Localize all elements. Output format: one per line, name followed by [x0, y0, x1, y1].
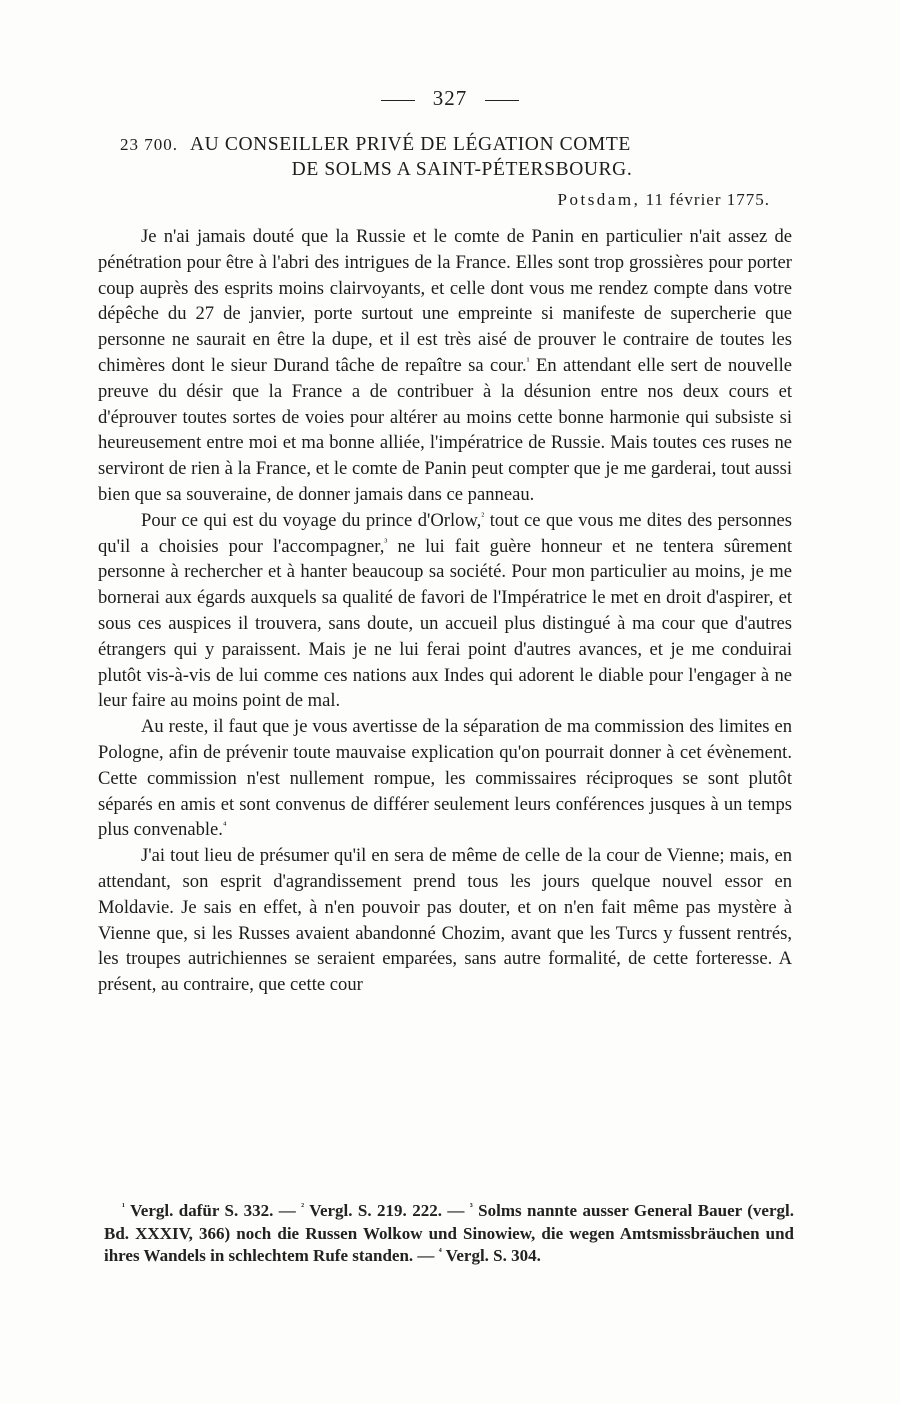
header-dash-right: [485, 100, 519, 101]
letter-number: 23 700.: [120, 135, 178, 154]
paragraph-text: tout ce que vous me dites des personnes qu'il a choisies pour l'accompagner,: [98, 509, 792, 557]
paragraph: [98, 508, 792, 714]
footnote-block: [104, 1200, 794, 1268]
footnote-ref: ¹: [526, 355, 530, 367]
paragraph-text: Je n'ai jamais douté que la Russie et le comte de Panin en particulier n'ait assez de pénétration pour être à l'abri des intrigues de la France. Elles sont trop grossières pour porter coup auprès des esprits moins clairvoyants, et celle dont vous me rendez compte dans votre dépêche du 27 de janvier, porte surtout une empreinte si manifeste de supercherie que personne ne saurait en être la dupe, et il est très aisé de prouver le contraire de toutes les chimères dont le sieur Durand tâche de repaître sa cour.: [98, 226, 792, 376]
header-dash-left: [381, 100, 415, 101]
paragraph: [98, 224, 792, 508]
footnote-marker: ¹: [122, 1201, 125, 1213]
footnote-ref: ²: [481, 510, 485, 522]
dateline-date: 11 février 1775.: [645, 190, 770, 209]
footnote-ref: ³: [384, 536, 388, 548]
paragraph-text: Pour ce qui est du voyage du prince d'Orlow,: [141, 509, 482, 531]
footnote-marker: ³: [469, 1201, 473, 1213]
footnote-text: Vergl. S. 304.: [441, 1246, 541, 1265]
paragraph-text: En attendant elle sert de nouvelle preuve du désir que la France a de contribuer à la désunion entre nos deux cours et d'éprouver toutes sortes de voies pour altérer au moins cette bonne harmonie qui subsiste si heureusement entre moi et ma bonne alliée, l'impératrice de Russie. Mais toutes ces ruses ne serviront de rien à la France, et le comte de Panin peut compter que je me garderai, tout aussi bien que sa souveraine, de donner jamais dans ce panneau.: [98, 354, 792, 505]
paragraph: [98, 843, 792, 998]
footnote-text: Vergl. dafür S. 332. —: [125, 1201, 302, 1220]
paragraph-text: Au reste, il faut que je vous avertisse de la séparation de ma commission des limites en Pologne, afin de prévenir toute mauvaise explication qu'on pourrait donner à cet évènement. Cette commission n'est nullement rompue, les commissaires réciproques se sont plutôt séparés en amis et sont convenus de différer seulement leurs conférences jusques à un temps plus convenable.: [98, 716, 792, 841]
footnote-text: Vergl. S. 219. 222. —: [304, 1201, 470, 1220]
recipient-line-1: AU CONSEILLER PRIVÉ DE LÉGATION COMTE: [190, 134, 631, 155]
page-header: [0, 86, 900, 111]
recipient-line-2: DE SOLMS A SAINT-PÉTERSBOURG.: [291, 159, 633, 180]
letter-body: [98, 224, 792, 998]
footnotes: [104, 1200, 794, 1268]
footnote-marker: ²: [301, 1201, 305, 1213]
page-number: 327: [432, 86, 468, 110]
footnote-ref: ⁴: [222, 820, 227, 832]
dateline-place: Potsdam,: [557, 190, 641, 209]
letter-heading: [120, 132, 780, 182]
footnote-text: Solms nannte ausser General Bauer (vergl. Bd. XXXIV, 366) noch die Russen Wolkow und Sinowiew, die wegen Amtsmissbräuchen und ihres Wandels in schlechtem Rufe standen. —: [104, 1201, 794, 1265]
paragraph: [98, 714, 792, 843]
paragraph-text: ne lui fait guère honneur et ne tentera sûrement personne à rechercher et à hanter beaucoup sa société. Pour mon particulier au moins, je me bornerai aux égards auxquels sa qualité de favori de l'Impératrice le met en droit d'aspirer, et sous ces auspices il trouvera, sans doute, un accueil plus distingué à ma cour que d'autres étrangers qui y paraissent. Mais je ne lui ferai point d'autres avances, et je me conduirai plutôt vis-à-vis de lui comme ces nations aux Indes qui adorent le diable pour l'engager à ne leur faire au moins point de mal.: [98, 535, 792, 712]
footnote-marker: ⁴: [438, 1246, 442, 1258]
paragraph-text: J'ai tout lieu de présumer qu'il en sera de même de celle de la cour de Vienne; mais, en attendant, son esprit d'agrandissement prend tous les jours quelque nouvel essor en Moldavie. Je sais en effet, à n'en pouvoir pas douter, et on n'en fait même pas mystère à Vienne que, si les Russes avaient abandonné Chozim, avant que les Turcs y fussent rentrés, les troupes autrichiennes se seraient emparées, sans autre formalité, de cette forteresse. A présent, au contraire, que cette cour: [98, 845, 792, 996]
dateline: [558, 190, 770, 210]
